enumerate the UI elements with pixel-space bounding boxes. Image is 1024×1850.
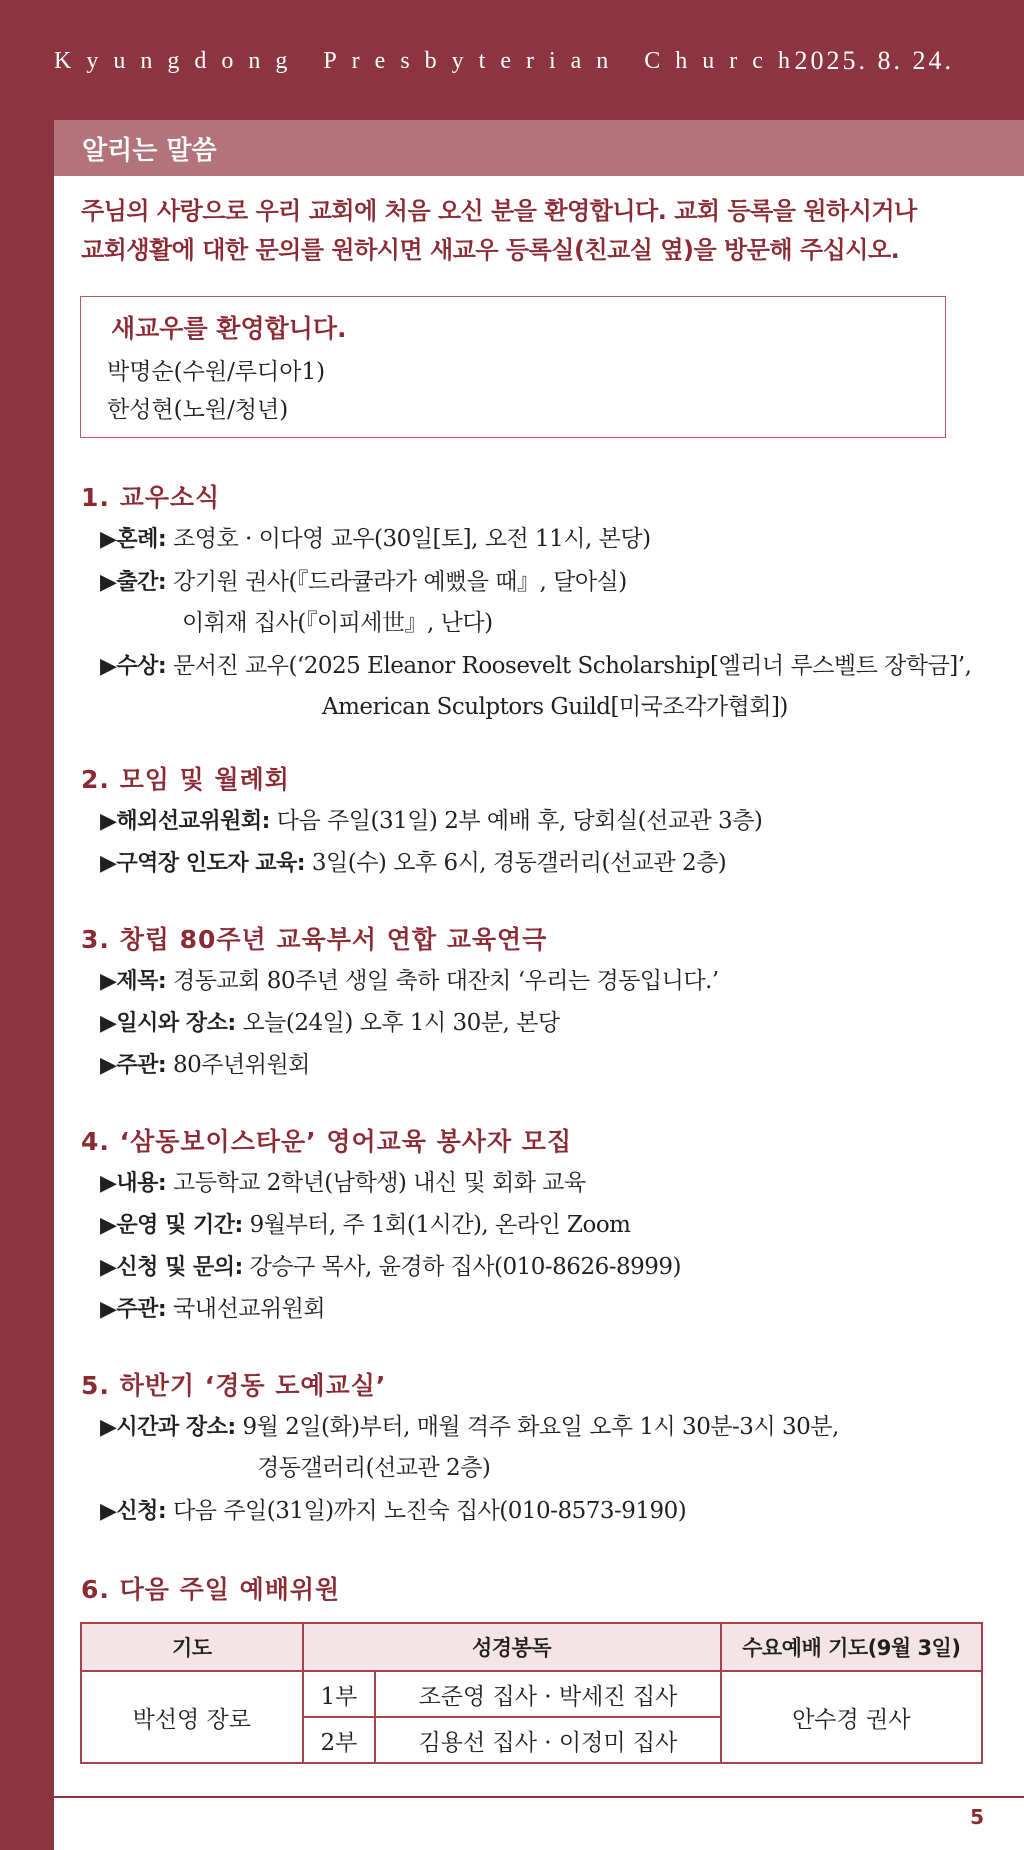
heading-anniversary-play: 3. 창립 80주년 교육부서 연합 교육연극 [81, 925, 548, 954]
item-text: 고등학교 2학년(남학생) 내신 및 회화 교육 [166, 1170, 586, 1196]
item-label: ▶수상: [100, 654, 167, 679]
item-organizer [100, 1046, 310, 1079]
intro-paragraph [81, 192, 1011, 270]
table-row [81, 1671, 982, 1717]
heading-pottery-class: 5. 하반기 ‘경동 도예교실’ [81, 1371, 387, 1400]
item-label: ▶혼례: [100, 527, 167, 552]
item-label: ▶운영 및 기간: [100, 1213, 243, 1238]
item-text: 문서진 교우(‘2025 Eleanor Roosevelt Scholarship[엘리너 루스벨트 장학금]’, [166, 653, 972, 679]
item-text: 3일(수) 오후 6시, 경동갤러리(선교관 2층) [305, 850, 727, 876]
heading-member-news: 1. 교우소식 [81, 483, 221, 512]
prayer-cell: 박선영 장로 [81, 1671, 303, 1763]
wednesday-prayer-cell: 안수경 권사 [721, 1671, 982, 1763]
item-organizer [100, 1290, 325, 1323]
item-text: 80주년위원회 [166, 1052, 310, 1078]
top-banner [0, 0, 1024, 120]
item-label: ▶내용: [100, 1171, 167, 1196]
service-cell: 2부 [303, 1717, 376, 1763]
item-text: 다음 주일(31일)까지 노진숙 집사(010-8573-9190) [166, 1498, 687, 1524]
item-label: ▶시간과 장소: [100, 1415, 236, 1440]
church-name: Kyungdong Presbyterian Church [54, 48, 805, 74]
heading-volunteer-recruit: 4. ‘삼동보이스타운’ 영어교육 봉사자 모집 [81, 1127, 573, 1156]
item-text: 국내선교위원회 [166, 1296, 326, 1322]
item-award [100, 647, 971, 680]
section-header [54, 120, 1024, 176]
item-text: 경동교회 80주년 생일 축하 대잔치 ‘우리는 경동입니다.’ [166, 968, 719, 994]
bulletin-date: 2025. 8. 24. [794, 46, 954, 75]
item-title [100, 962, 719, 995]
item-label: ▶신청 및 문의: [100, 1255, 243, 1280]
item-content [100, 1164, 586, 1197]
item-text: 9월 2일(화)부터, 매월 격주 화요일 오후 1시 30분-3시 30분, [235, 1414, 839, 1440]
item-label: ▶주관: [100, 1297, 167, 1322]
service-cell: 1부 [303, 1671, 376, 1717]
header-wednesday-prayer: 수요예배 기도(9월 3일) [721, 1623, 982, 1671]
item-period [100, 1206, 631, 1239]
intro-line: 주님의 사랑으로 우리 교회에 처음 오신 분을 환영합니다. 교회 등록을 원하시거나 [81, 197, 917, 225]
header-scripture-reading: 성경봉독 [303, 1623, 721, 1671]
item-text-continued: American Sculptors Guild[미국조각가협회]) [322, 694, 788, 720]
item-label: ▶구역장 인도자 교육: [100, 851, 306, 876]
welcome-box [80, 296, 946, 438]
page-number: 5 [970, 1805, 984, 1829]
heading-meetings: 2. 모임 및 월례회 [81, 765, 290, 794]
item-label: ▶신청: [100, 1499, 167, 1524]
item-label: ▶주관: [100, 1053, 167, 1078]
item-time-place [100, 1408, 839, 1441]
item-text-continued: 경동갤러리(선교관 2층) [257, 1455, 491, 1481]
item-text: 오늘(24일) 오후 1시 30분, 본당 [235, 1010, 560, 1036]
item-leader-training [100, 844, 726, 877]
item-text: 강기원 권사(『드라큘라가 예뻤을 때』, 달아실) [166, 569, 627, 595]
item-label: ▶일시와 장소: [100, 1011, 236, 1036]
heading-worship-committee: 6. 다음 주일 예배위원 [81, 1575, 341, 1604]
readers-cell: 김용선 집사 · 이정미 집사 [375, 1717, 720, 1763]
item-text: 9월부터, 주 1회(1시간), 온라인 Zoom [242, 1212, 631, 1238]
item-contact [100, 1248, 681, 1281]
table-header-row [81, 1623, 982, 1671]
bulletin-page [54, 120, 1024, 1850]
item-registration [100, 1492, 686, 1525]
intro-line: 교회생활에 대한 문의를 원하시면 새교우 등록실(친교실 옆)을 방문해 주십시오. [81, 236, 900, 264]
worship-committee-table [80, 1622, 983, 1764]
item-text: 다음 주일(31일) 2부 예배 후, 당회실(선교관 3층) [269, 808, 763, 834]
item-text: 강승구 목사, 윤경하 집사(010-8626-8999) [242, 1254, 681, 1280]
section-title: 알리는 말씀 [82, 136, 217, 166]
header-prayer: 기도 [81, 1623, 303, 1671]
item-time-place [100, 1004, 560, 1037]
item-publication [100, 563, 627, 596]
footer-divider [54, 1796, 1024, 1798]
item-wedding [100, 520, 651, 553]
item-text-continued: 이휘재 집사(『이피세世』, 난다) [182, 610, 493, 636]
new-member: 박명순(수원/루디아1) [107, 359, 326, 385]
new-member: 한성현(노원/청년) [107, 397, 289, 423]
item-label: ▶제목: [100, 969, 167, 994]
welcome-title: 새교우를 환영합니다. [111, 314, 347, 343]
item-label: ▶출간: [100, 570, 167, 595]
item-overseas-mission [100, 802, 762, 835]
item-text: 조영호 · 이다영 교우(30일[토], 오전 11시, 본당) [166, 526, 651, 552]
item-label: ▶해외선교위원회: [100, 809, 270, 834]
readers-cell: 조준영 집사 · 박세진 집사 [375, 1671, 720, 1717]
